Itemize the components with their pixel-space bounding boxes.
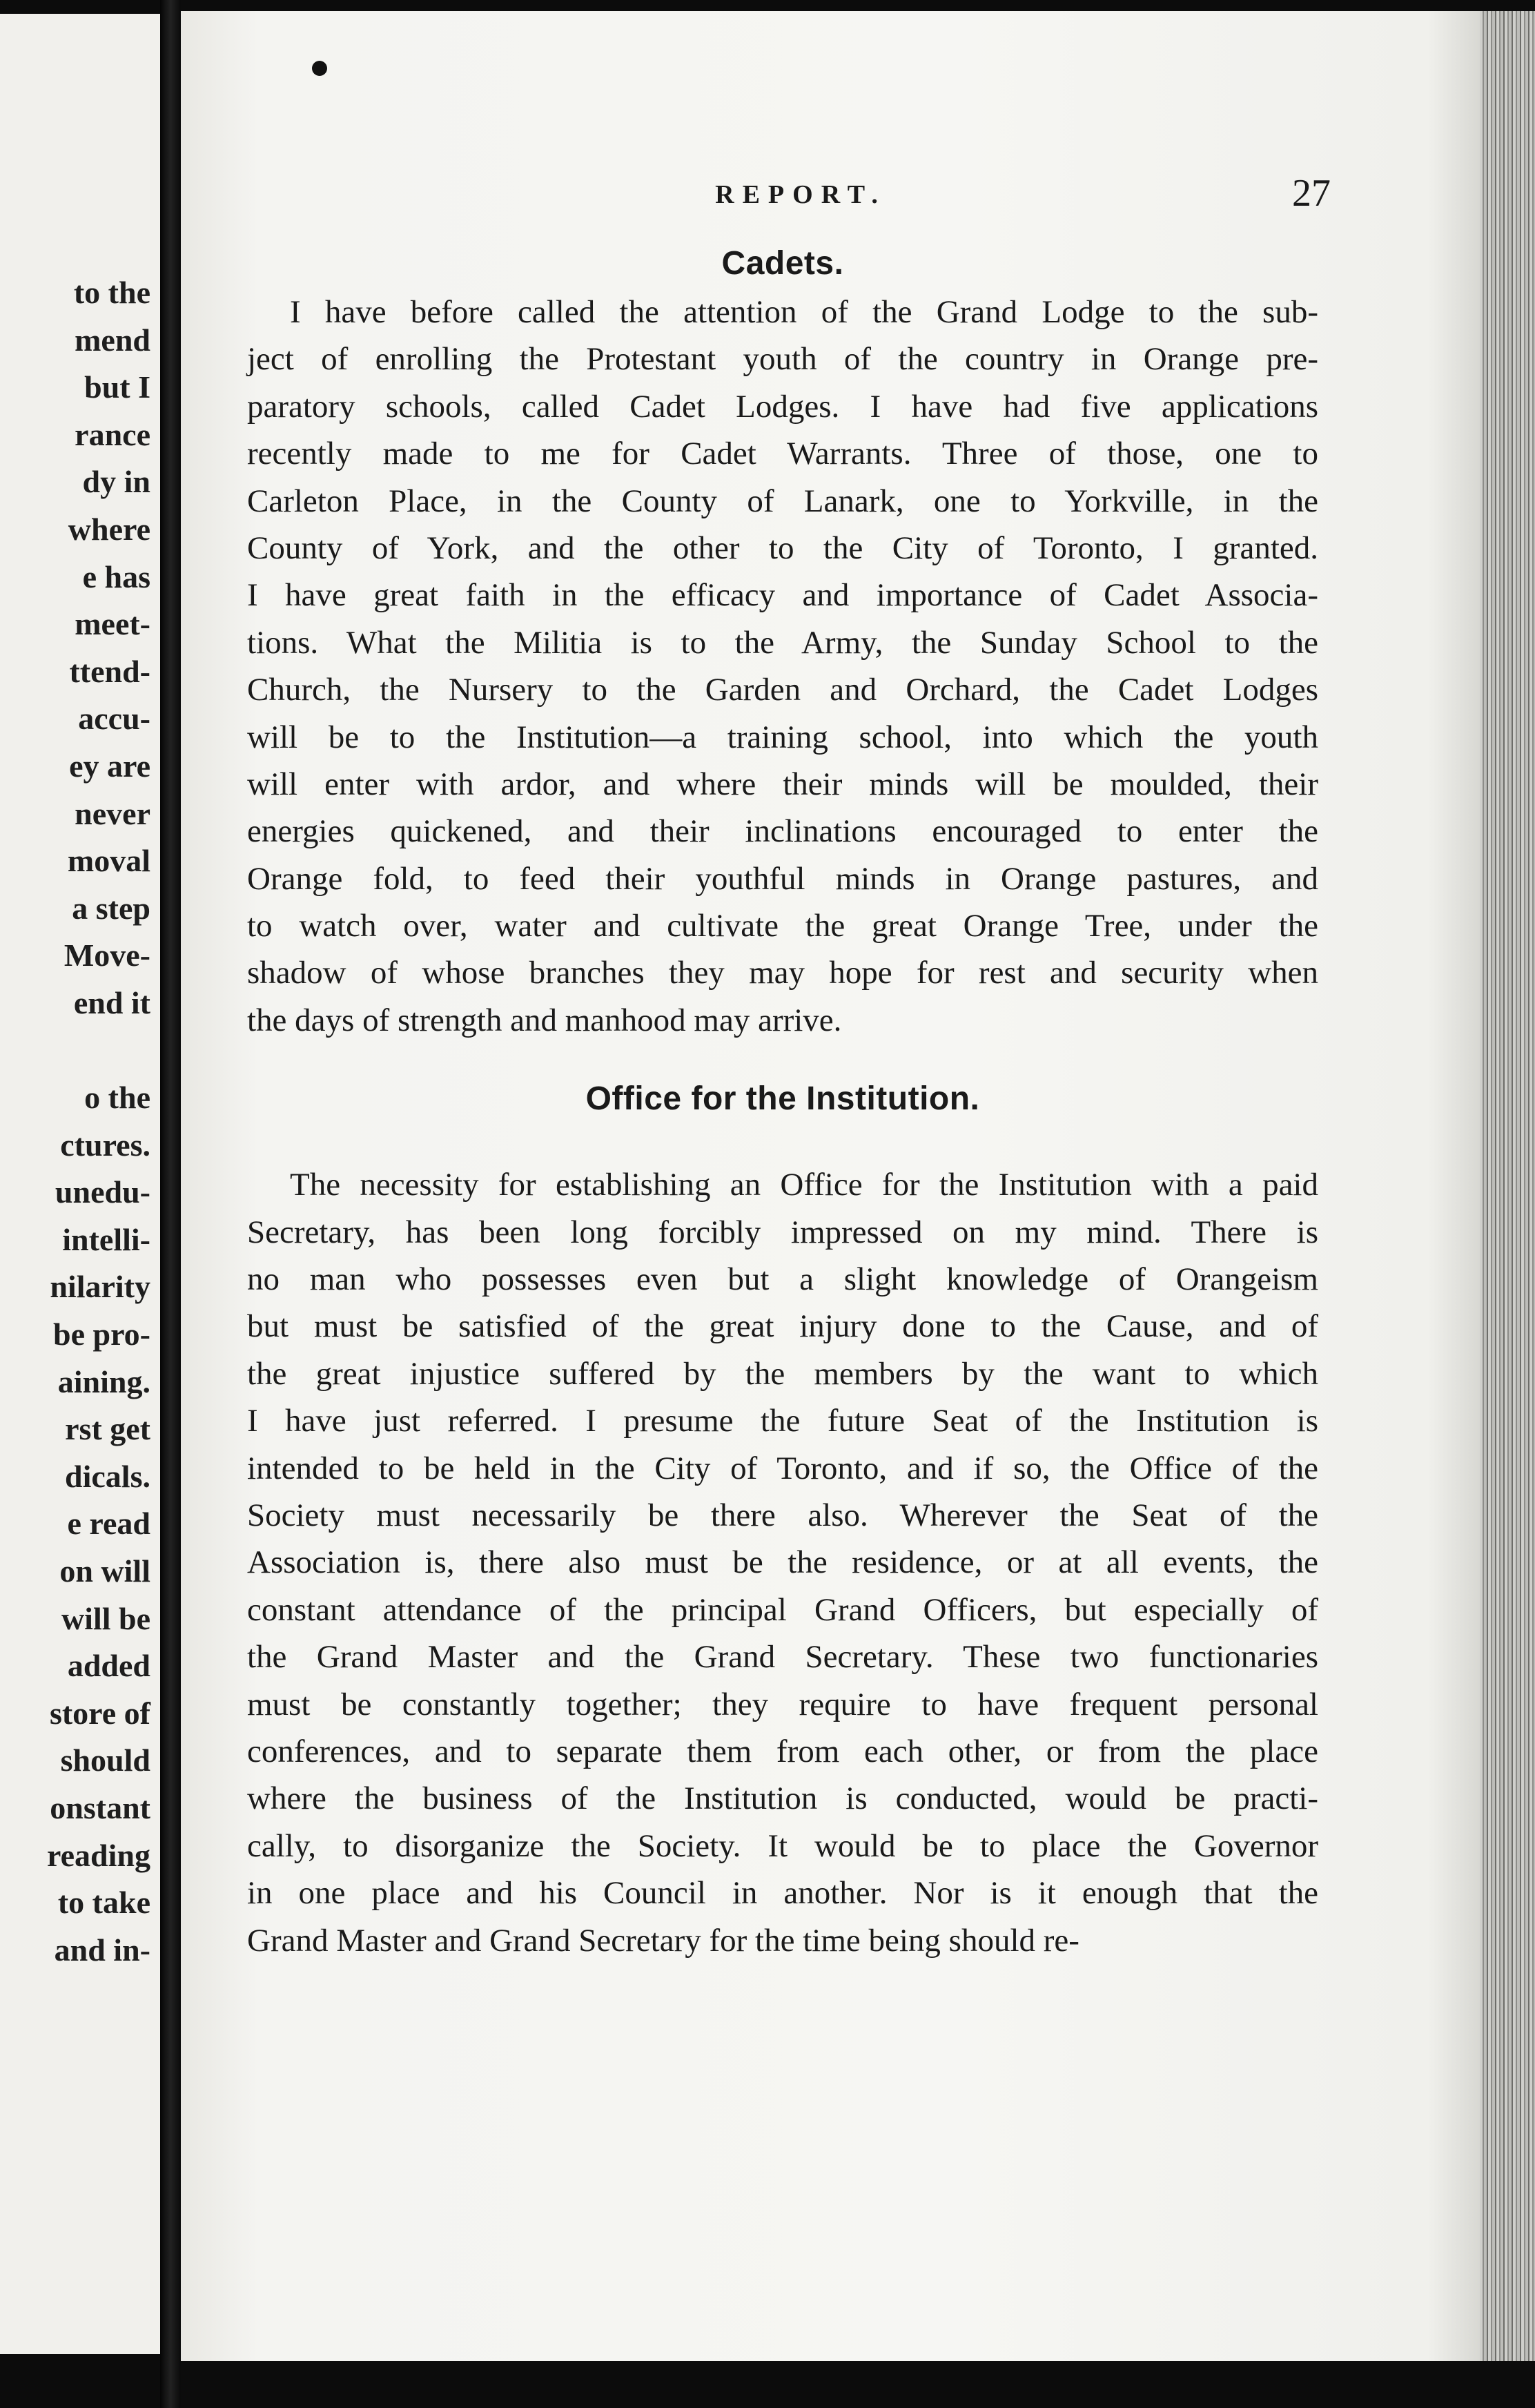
- text-line: but must be satisfied of the great injury done to the Cause, and of: [247, 1308, 1318, 1345]
- text-block: [247, 239, 1318, 1964]
- left-line-fragment: e read: [67, 1506, 150, 1542]
- text-line: paratory schools, called Cadet Lodges. I have had five applications: [247, 388, 1318, 425]
- left-line-fragment: e has: [82, 559, 150, 594]
- text-line: Carleton Place, in the County of Lanark, one to Yorkville, in the: [247, 483, 1318, 519]
- left-page-text: [0, 269, 150, 1974]
- left-line-fragment: o the: [84, 1080, 150, 1116]
- section-heading-cadets: Cadets.: [721, 245, 844, 282]
- left-line-fragment: rst get: [65, 1411, 150, 1447]
- text-line: I have just referred. I presume the future Seat of the Institution is: [247, 1403, 1318, 1439]
- text-line: the great injustice suffered by the members by the want to which: [247, 1355, 1318, 1392]
- text-line: I have great faith in the efficacy and importance of Cadet Associa-: [247, 577, 1318, 614]
- left-line-fragment: moval: [67, 843, 150, 879]
- text-line: to watch over, water and cultivate the great Orange Tree, under the: [247, 908, 1318, 944]
- left-line-fragment: intelli-: [62, 1221, 150, 1257]
- text-line: will enter with ardor, and where their minds will be moulded, their: [247, 766, 1318, 802]
- left-line-fragment: but I: [84, 369, 150, 405]
- text-line: intended to be held in the City of Toronto, and if so, the Office of the: [247, 1450, 1318, 1486]
- left-line-fragment: never: [75, 795, 150, 831]
- left-line-fragment: end it: [73, 984, 150, 1020]
- text-line: will be to the Institution—a training school, into which the youth: [247, 719, 1318, 755]
- left-line-fragment: Move-: [63, 938, 150, 973]
- left-line-fragment: on will: [59, 1553, 150, 1589]
- left-page: [0, 14, 160, 2354]
- left-line-fragment: where: [68, 511, 150, 547]
- text-line: conferences, and to separate them from each other, or from the place: [247, 1733, 1318, 1769]
- left-line-fragment: ey are: [69, 748, 150, 784]
- text-line: Church, the Nursery to the Garden and Orchard, the Cadet Lodges: [247, 672, 1318, 708]
- running-head: REPORT.: [715, 180, 886, 209]
- text-line: Secretary, has been long forcibly impressed on my mind. There is: [247, 1214, 1318, 1250]
- left-line-fragment: store of: [49, 1695, 150, 1731]
- text-line: Association is, there also must be the residence, or at all events, the: [247, 1544, 1318, 1581]
- text-line: no man who possesses even but a slight knowledge of Orangeism: [247, 1261, 1318, 1298]
- text-line: Society must necessarily be there also. Wherever the Seat of the: [247, 1497, 1318, 1533]
- text-line: the Grand Master and the Grand Secretary. These two functionaries: [247, 1639, 1318, 1676]
- left-line-fragment: will be: [61, 1600, 150, 1636]
- text-line: Grand Master and Grand Secretary for the time being should re-: [247, 1922, 1079, 1959]
- left-line-fragment: [0, 1027, 150, 1075]
- left-line-fragment: and in-: [54, 1932, 150, 1968]
- page-number: 27: [1292, 172, 1331, 215]
- left-line-fragment: mend: [75, 322, 150, 358]
- left-line-fragment: dy in: [82, 464, 150, 500]
- text-line: tions. What the Militia is to the Army, the Sunday School to the: [247, 624, 1318, 661]
- text-line: the days of strength and manhood may arrive.: [247, 1002, 842, 1038]
- left-line-fragment: aining.: [57, 1363, 150, 1399]
- text-line: ject of enrolling the Protestant youth of the country in Orange pre-: [247, 341, 1318, 378]
- paragraph-office: [247, 1161, 1318, 1964]
- left-line-fragment: meet-: [75, 606, 150, 642]
- text-line: I have before called the attention of the Grand Lodge to the sub-: [290, 294, 1318, 330]
- text-line: shadow of whose branches they may hope for rest and security when: [247, 955, 1318, 991]
- text-line: energies quickened, and their inclinations encouraged to enter the: [247, 813, 1318, 850]
- text-line: County of York, and the other to the City of Toronto, I granted.: [247, 530, 1318, 566]
- ink-dot: [312, 61, 327, 76]
- text-line: cally, to disorganize the Society. It would be to place the Governor: [247, 1827, 1318, 1864]
- left-line-fragment: onstant: [50, 1790, 150, 1825]
- left-line-fragment: a step: [72, 890, 150, 926]
- left-line-fragment: unedu-: [55, 1174, 150, 1210]
- text-line: where the business of the Institution is conducted, would be practi-: [247, 1780, 1318, 1817]
- text-line: must be constantly together; they require to have frequent personal: [247, 1686, 1318, 1722]
- text-line: in one place and his Council in another. Nor is it enough that the: [247, 1875, 1318, 1912]
- text-line: The necessity for establishing an Office for the Institution with a paid: [290, 1167, 1318, 1203]
- left-line-fragment: reading: [47, 1837, 150, 1873]
- text-line: constant attendance of the principal Grand Officers, but especially of: [247, 1591, 1318, 1628]
- text-line: recently made to me for Cadet Warrants. Three of those, one to: [247, 436, 1318, 472]
- left-line-fragment: rance: [75, 416, 150, 452]
- paragraph-cadets: [247, 289, 1318, 1044]
- left-line-fragment: dicals.: [65, 1458, 150, 1494]
- left-line-fragment: added: [67, 1648, 150, 1684]
- page-edges: [1480, 11, 1535, 2389]
- left-line-fragment: to take: [57, 1885, 150, 1921]
- left-line-fragment: ctures.: [60, 1127, 150, 1163]
- text-line: Orange fold, to feed their youthful minds in Orange pastures, and: [247, 860, 1318, 897]
- section-heading-office: Office for the Institution.: [585, 1080, 980, 1118]
- left-line-fragment: be pro-: [53, 1317, 150, 1352]
- left-line-fragment: should: [60, 1742, 150, 1778]
- book-spine: [160, 0, 181, 2408]
- left-line-fragment: ttend-: [69, 653, 150, 689]
- left-line-fragment: nilarity: [50, 1269, 150, 1305]
- left-line-fragment: to the: [73, 275, 150, 310]
- bottom-shadow: [181, 2361, 1535, 2408]
- left-line-fragment: accu-: [78, 701, 150, 737]
